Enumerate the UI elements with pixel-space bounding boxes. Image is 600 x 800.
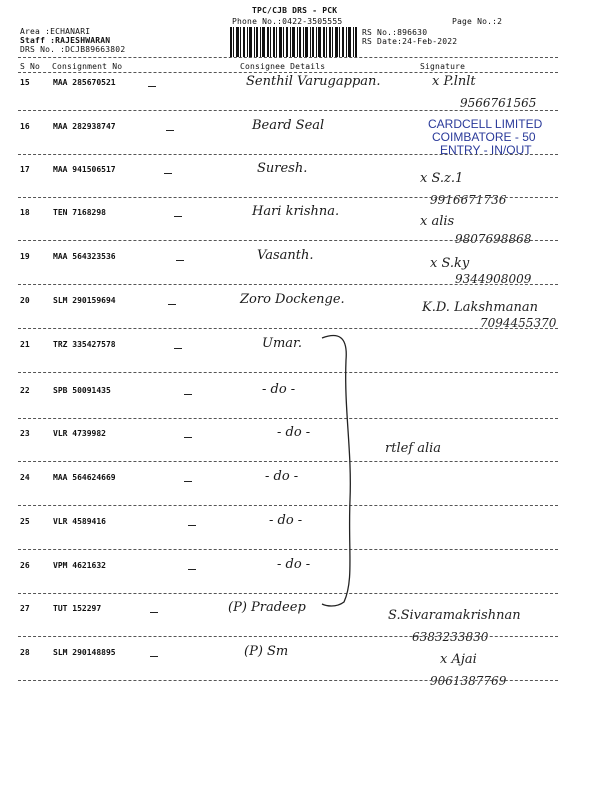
row-separator <box>18 372 558 373</box>
drs-number: DRS No. :DCJB89663802 <box>20 45 126 54</box>
row-separator <box>18 680 558 681</box>
row-sno: 27 <box>20 604 30 613</box>
row-dash-mark <box>166 130 174 131</box>
row-sno: 22 <box>20 386 30 395</box>
row-consignment-number: MAA 941506517 <box>53 165 116 174</box>
entry-stamp <box>420 118 542 157</box>
row-consignment-number: TUT 152297 <box>53 604 102 613</box>
stamp-line-3: ENTRY - IN/OUT <box>440 143 532 157</box>
row-consignee-handwriting: - do - <box>262 382 296 397</box>
row-consignee-handwriting: - do - <box>265 469 299 484</box>
row-consignee-handwriting: Zoro Dockenge. <box>240 292 345 307</box>
row-consignment-number: SPB 50091435 <box>53 386 111 395</box>
row-dash-mark <box>164 173 172 174</box>
row-separator <box>18 549 558 550</box>
row-sno: 16 <box>20 122 30 131</box>
row-dash-mark <box>188 525 196 526</box>
row-consignment-number: VPM 4621632 <box>53 561 106 570</box>
row-dash-mark <box>184 481 192 482</box>
rs-date: RS Date:24-Feb-2022 <box>362 37 458 46</box>
row-dash-mark <box>168 304 176 305</box>
area-label: Area :ECHANARI <box>20 27 91 36</box>
document-title: TPC/CJB DRS - PCK <box>252 6 338 15</box>
row-consignment-number: MAA 564624669 <box>53 473 116 482</box>
row-separator <box>18 110 558 111</box>
row-signature: x Ajai <box>440 652 477 667</box>
row-consignment-number: TRZ 335427578 <box>53 340 116 349</box>
row-sno: 20 <box>20 296 30 305</box>
row-dash-mark <box>150 656 158 657</box>
row-consignment-number: VLR 4739982 <box>53 429 106 438</box>
row-consignment-number: MAA 285670521 <box>53 78 116 87</box>
row-separator <box>18 636 558 637</box>
row-consignee-handwriting: - do - <box>277 425 311 440</box>
row-consignee-handwriting: (P) Pradeep <box>228 600 306 615</box>
row-phone-number: 9807698868 <box>455 232 532 246</box>
row-consignee-handwriting: Hari krishna. <box>252 204 340 219</box>
row-signature: x S.z.1 <box>420 171 464 186</box>
rs-number: RS No.:896630 <box>362 28 428 37</box>
row-consignee-handwriting: Vasanth. <box>257 248 314 263</box>
row-signature: rtlef alia <box>385 441 442 456</box>
bracket-mark <box>320 330 360 610</box>
row-dash-mark <box>148 86 156 87</box>
column-header-sno: S No <box>20 62 41 71</box>
column-header-consignment: Consignment No <box>52 62 123 71</box>
row-phone-number: 7094455370 <box>480 316 557 330</box>
row-separator <box>18 240 558 241</box>
stamp-line-2: COIMBATORE - 50 <box>432 130 536 144</box>
page-number: Page No.:2 <box>452 17 503 26</box>
row-consignee-handwriting: - do - <box>277 557 311 572</box>
row-phone-number: 9344908009 <box>455 272 532 286</box>
row-consignment-number: SLM 290159694 <box>53 296 116 305</box>
row-consignment-number: MAA 564323536 <box>53 252 116 261</box>
row-sno: 24 <box>20 473 30 482</box>
row-sno: 17 <box>20 165 30 174</box>
row-consignee-handwriting: Suresh. <box>257 161 308 176</box>
row-sno: 21 <box>20 340 30 349</box>
row-consignee-handwriting: - do - <box>269 513 303 528</box>
row-consignment-number: MAA 282938747 <box>53 122 116 131</box>
row-separator <box>18 418 558 419</box>
row-sno: 18 <box>20 208 30 217</box>
row-phone-number: 9566761565 <box>460 96 537 110</box>
row-dash-mark <box>150 612 158 613</box>
row-signature: K.D. Lakshmanan <box>422 300 538 315</box>
header-bottom-rule <box>18 72 558 73</box>
row-sno: 25 <box>20 517 30 526</box>
row-separator <box>18 505 558 506</box>
row-separator <box>18 593 558 594</box>
row-dash-mark <box>176 260 184 261</box>
row-signature: x P.lnlt <box>432 74 476 89</box>
row-separator <box>18 197 558 198</box>
row-consignment-number: TEN 7168298 <box>53 208 106 217</box>
column-header-consignee: Consignee Details <box>240 62 326 71</box>
staff-label: Staff :RAJESHWARAN <box>20 36 111 45</box>
row-separator <box>18 461 558 462</box>
row-separator <box>18 328 558 329</box>
row-sno: 19 <box>20 252 30 261</box>
row-signature: x alis <box>420 214 455 229</box>
row-dash-mark <box>188 569 196 570</box>
row-dash-mark <box>184 437 192 438</box>
row-dash-mark <box>174 348 182 349</box>
row-dash-mark <box>174 216 182 217</box>
row-consignee-handwriting: Senthil Varugappan. <box>246 74 381 89</box>
row-sno: 15 <box>20 78 30 87</box>
phone-number: Phone No.:0422-3505555 <box>232 17 343 26</box>
row-consignment-number: VLR 4589416 <box>53 517 106 526</box>
row-signature: S.Sivaramakrishnan <box>388 608 521 623</box>
row-signature: x S.ky <box>430 256 470 271</box>
row-dash-mark <box>184 394 192 395</box>
row-consignment-number: SLM 290148895 <box>53 648 116 657</box>
row-phone-number: 6383233830 <box>412 630 489 644</box>
row-sno: 28 <box>20 648 30 657</box>
row-sno: 23 <box>20 429 30 438</box>
header-top-rule <box>18 57 558 58</box>
barcode-image <box>230 27 358 57</box>
row-consignee-handwriting: Umar. <box>262 336 302 351</box>
column-header-signature: Signature <box>420 62 466 71</box>
row-phone-number: 9061387769 <box>430 674 507 688</box>
row-consignee-handwriting: Beard Seal <box>252 118 325 133</box>
row-consignee-handwriting: (P) Sm <box>244 644 289 659</box>
row-sno: 26 <box>20 561 30 570</box>
row-phone-number: 9916671736 <box>430 193 507 207</box>
stamp-line-1: CARDCELL LIMITED <box>428 117 543 131</box>
row-separator <box>18 284 558 285</box>
